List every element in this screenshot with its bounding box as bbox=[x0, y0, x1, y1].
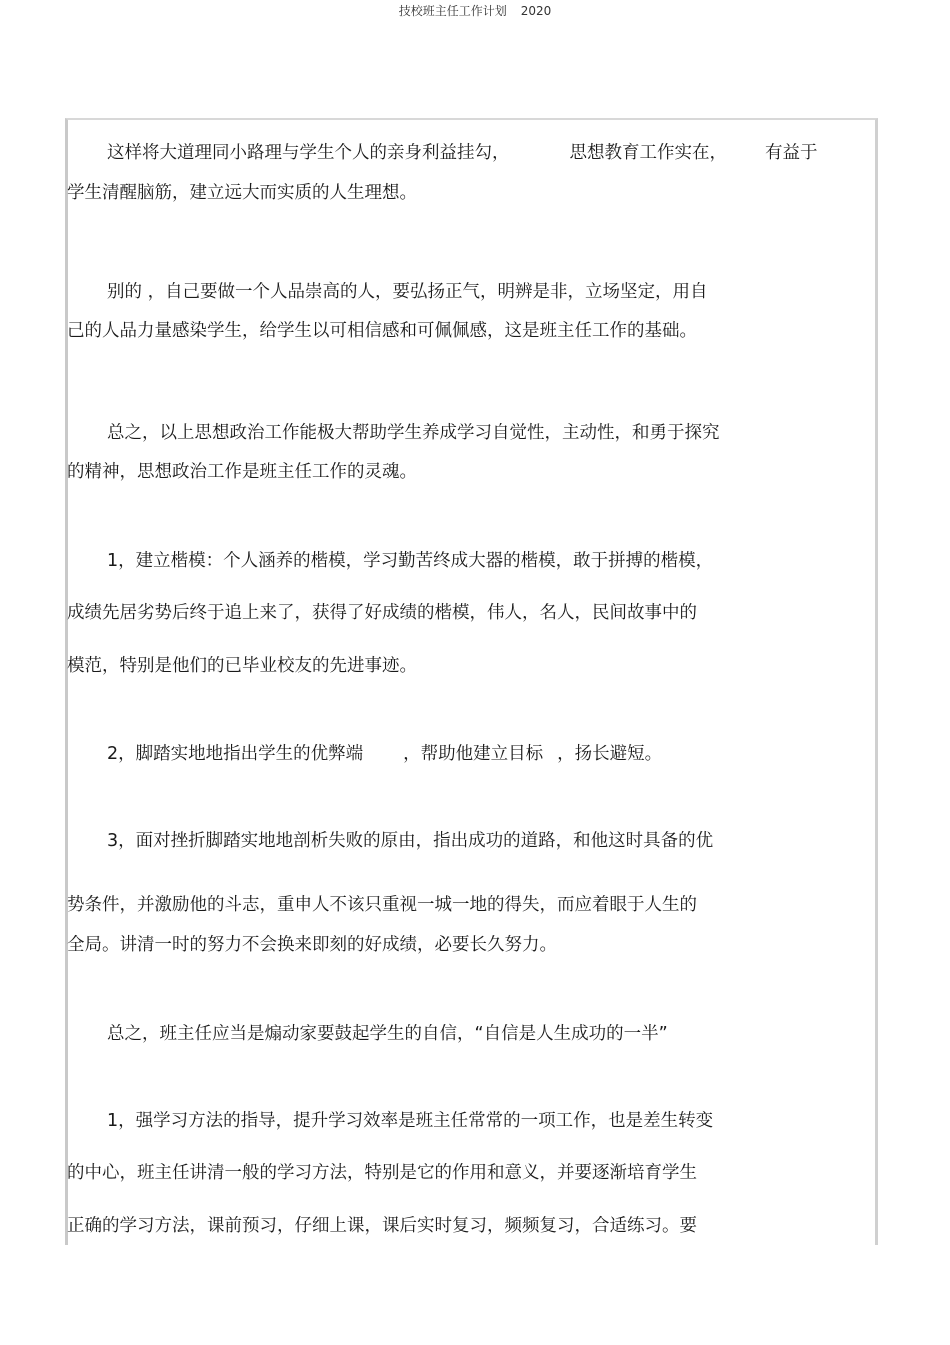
text-line bbox=[67, 1214, 697, 1238]
text-segment: 正确的学习方法，课前预习，仔细上课，课后实时复习，频频复习，合适练习。要 bbox=[67, 1216, 697, 1236]
text-segment: 思想教育工作实在， bbox=[569, 143, 727, 163]
text-line bbox=[67, 319, 697, 343]
text-segment: ，帮助他建立目标 bbox=[403, 744, 544, 764]
header-year: 2020 bbox=[520, 4, 552, 18]
text-segment: 的精神，思想政治工作是班主任工作的灵魂。 bbox=[67, 462, 417, 482]
text-line bbox=[107, 1022, 668, 1046]
text-line bbox=[107, 141, 818, 165]
header-title: 技校班主任工作计划 bbox=[398, 4, 507, 18]
text-line bbox=[107, 1109, 713, 1133]
text-line bbox=[67, 933, 557, 957]
text-line bbox=[67, 893, 697, 917]
text-segment: 1，建立楷模：个人涵养的楷模，学习勤苦终成大器的楷模，敢于拼搏的楷模， bbox=[107, 551, 714, 571]
text-line bbox=[67, 181, 417, 205]
text-segment: 总之，以上思想政治工作能极大帮助学生养成学习自觉性，主动性，和勇于探究 bbox=[107, 423, 720, 443]
page-header bbox=[0, 2, 950, 20]
text-segment: 别的 ，自己要做一个人品崇高的人，要弘扬正气，明辨是非，立场坚定，用自 bbox=[107, 282, 708, 302]
text-line bbox=[107, 280, 708, 304]
text-line bbox=[107, 421, 720, 445]
text-segment: 这样将大道理同小路理与学生个人的亲身利益挂勾， bbox=[107, 143, 510, 163]
text-segment: 模范，特别是他们的已毕业校友的先进事迹。 bbox=[67, 656, 417, 676]
text-segment: 的中心，班主任讲清一般的学习方法，特别是它的作用和意义，并要逐渐培育学生 bbox=[67, 1163, 697, 1183]
text-segment: 3，面对挫折脚踏实地地剖析失败的原由，指出成功的道路，和他这时具备的优 bbox=[107, 831, 714, 851]
text-line bbox=[107, 829, 713, 853]
text-segment: 学生清醒脑筋，建立远大而实质的人生理想。 bbox=[67, 183, 417, 203]
text-segment: 1，强学习方法的指导，提升学习效率是班主任常常的一项工作，也是差生转变 bbox=[107, 1111, 714, 1131]
text-line bbox=[67, 460, 417, 484]
text-segment: ，扬长避短。 bbox=[557, 744, 663, 764]
text-line bbox=[67, 1161, 697, 1185]
text-line bbox=[107, 549, 713, 573]
text-line bbox=[67, 654, 417, 678]
text-segment: 势条件，并激励他的斗志，重申人不该只重视一城一地的得失，而应着眼于人生的 bbox=[67, 895, 697, 915]
text-segment: 2，脚踏实地地指出学生的优弊端 bbox=[107, 744, 364, 764]
text-segment: 全局。讲清一时的努力不会换来即刻的好成绩，必要长久努力。 bbox=[67, 935, 557, 955]
text-segment: 成绩先居劣势后终于追上来了，获得了好成绩的楷模，伟人，名人，民间故事中的 bbox=[67, 603, 697, 623]
text-line bbox=[67, 601, 697, 625]
text-line bbox=[107, 742, 662, 766]
text-segment: 己的人品力量感染学生，给学生以可相信感和可佩佩感，这是班主任工作的基础。 bbox=[67, 321, 697, 341]
text-segment: 有益于 bbox=[765, 143, 818, 163]
text-segment: 总之，班主任应当是煽动家要鼓起学生的自信，“自信是人生成功的一半” bbox=[107, 1024, 668, 1044]
